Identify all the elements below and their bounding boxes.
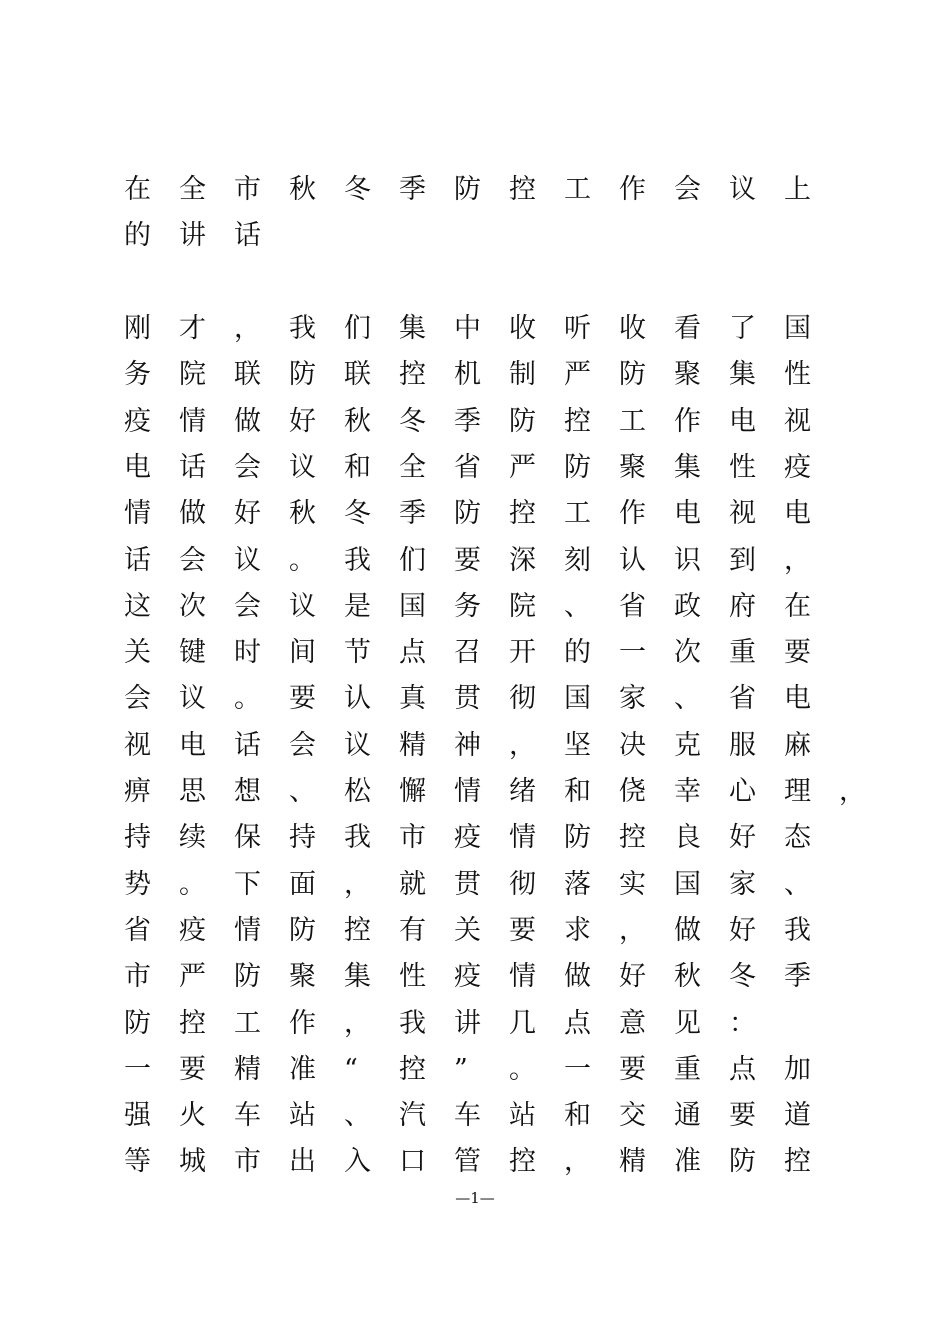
body-line: 疫 情 做 好 秋 冬 季 防 控 工 作 电 视 <box>124 405 811 437</box>
body-line: 省 疫 情 防 控 有 关 要 求 ， 做 好 我 <box>124 914 811 946</box>
body-line: 等 城 市 出 入 口 管 控 ， 精 准 防 控 <box>124 1146 811 1178</box>
body-line: 关 键 时 间 节 点 召 开 的 一 次 重 要 <box>124 637 811 669</box>
body-line: 刚 才 ， 我 们 集 中 收 听 收 看 了 国 <box>124 313 811 344</box>
body-line: 一 要 精 准 “ 控 ” 。 一 要 重 点 加 <box>124 1053 811 1085</box>
body-line: 视 电 话 会 议 精 神 ， 坚 决 克 服 麻 <box>124 729 811 761</box>
body-line: 势 。 下 面 ， 就 贯 彻 落 实 国 家 、 <box>124 868 811 900</box>
body-line: 会 议 。 要 认 真 贯 彻 国 家 、 省 电 <box>124 683 811 715</box>
page-number: —1— <box>455 1189 495 1207</box>
body-line: 话 会 议 。 我 们 要 深 刻 认 识 到 ， <box>124 544 811 576</box>
body-line: 这 次 会 议 是 国 务 院 、 省 政 府 在 <box>124 590 811 622</box>
body-line: 情 做 好 秋 冬 季 防 控 工 作 电 视 电 <box>124 498 811 530</box>
body-line: 市 严 防 聚 集 性 疫 情 做 好 秋 冬 季 <box>124 961 811 993</box>
body-line: 持 续 保 持 我 市 疫 情 防 控 良 好 态 <box>124 822 811 854</box>
title-line: 的 讲 话 <box>124 220 261 251</box>
body-line: 务 院 联 防 联 控 机 制 严 防 聚 集 性 <box>124 359 811 391</box>
title-line: 在 全 市 秋 冬 季 防 控 工 作 会 议 上 <box>124 174 811 205</box>
body-line: 强 火 车 站 、 汽 车 站 和 交 通 要 道 <box>124 1100 811 1132</box>
body-line: 痹 思 想 、 松 懈 情 绪 和 侥 幸 心 理 ， <box>124 776 866 807</box>
body-line: 防 控 工 作 ， 我 讲 几 点 意 见 ： <box>124 1007 756 1039</box>
body-line: 电 话 会 议 和 全 省 严 防 聚 集 性 疫 <box>124 451 811 483</box>
